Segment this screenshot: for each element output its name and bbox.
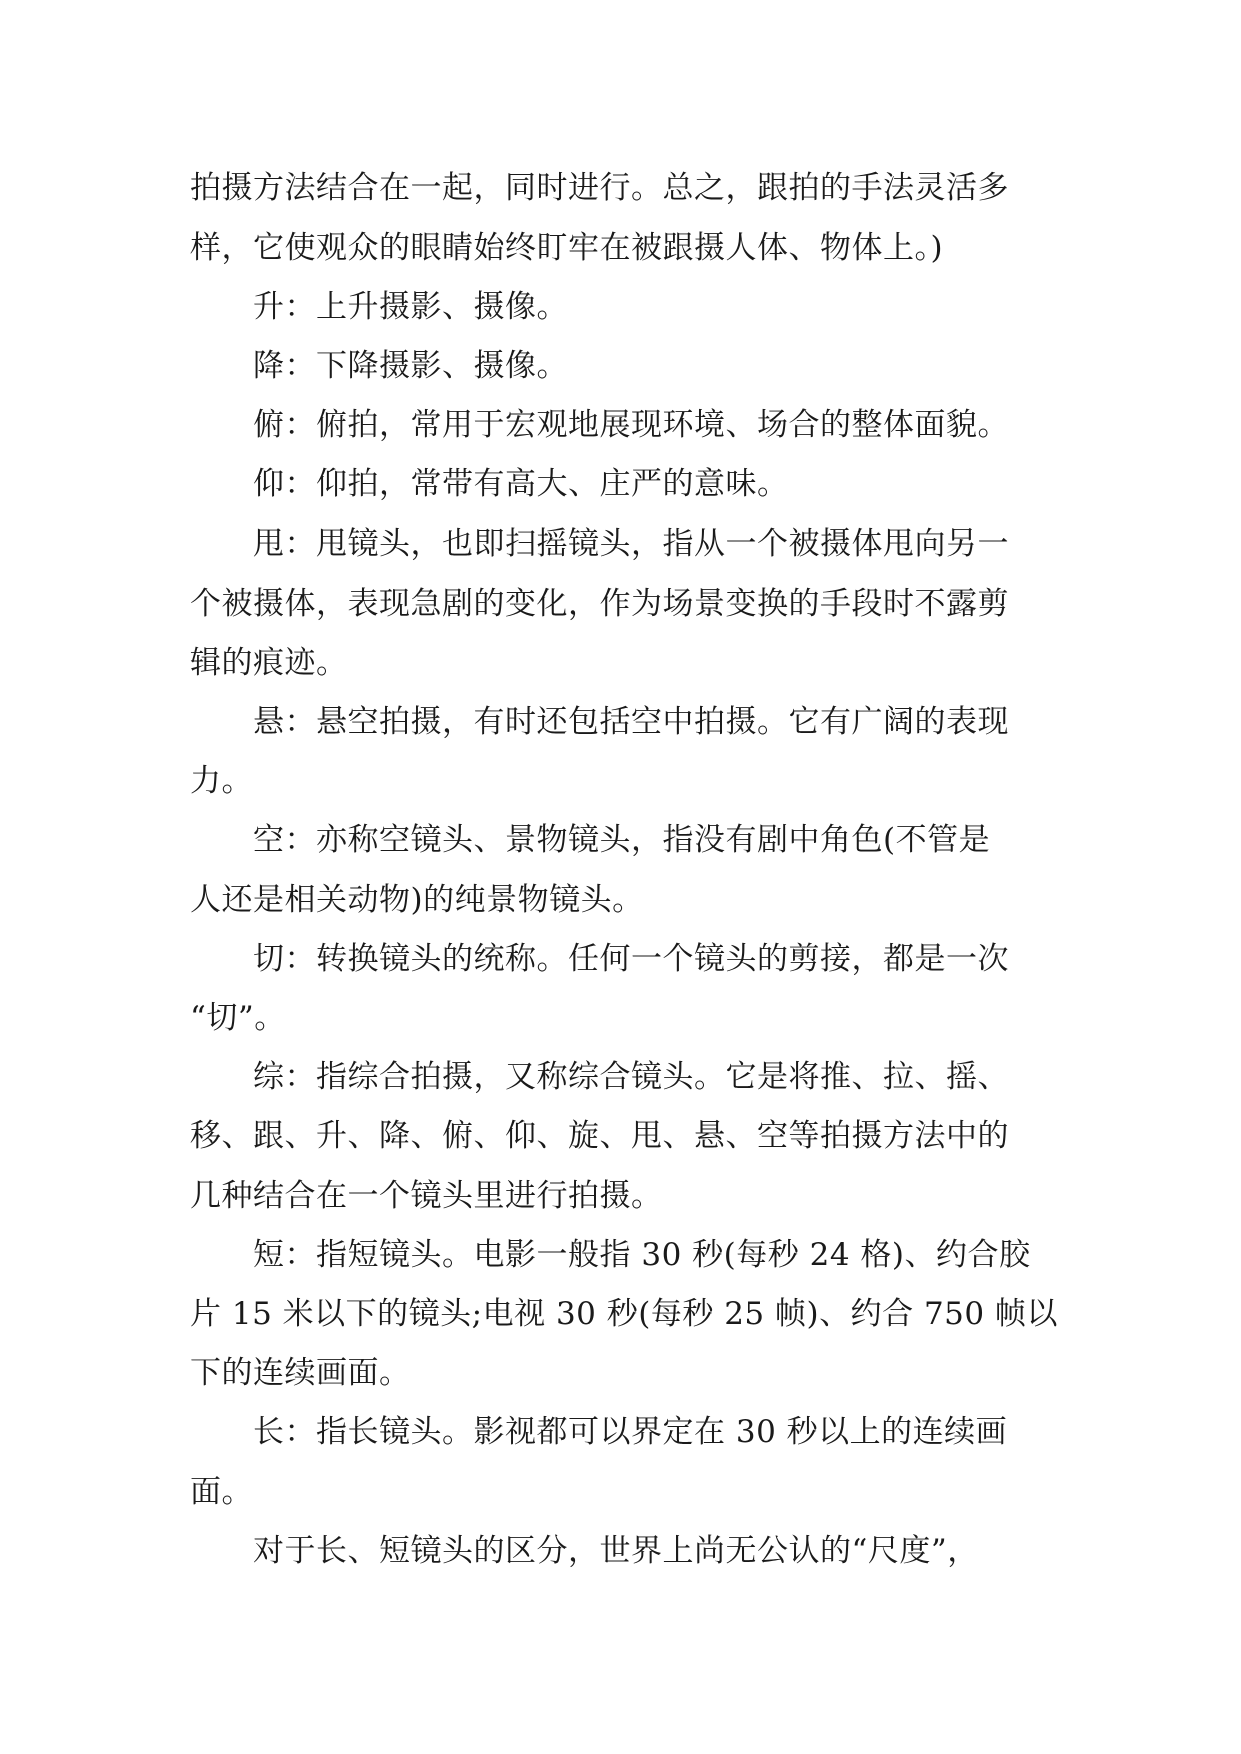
text-line: 移、跟、升、降、俯、仰、旋、甩、悬、空等拍摄方法中的 [190, 1118, 1009, 1154]
text-line: 人还是相关动物)的纯景物镜头。 [190, 882, 644, 918]
text-line: 甩：甩镜头，也即扫摇镜头，指从一个被摄体甩向另一 [253, 526, 1009, 562]
text-line: 面。 [190, 1474, 253, 1510]
text-line: 升：上升摄影、摄像。 [253, 289, 568, 325]
text-line: 悬：悬空拍摄，有时还包括空中拍摄。它有广阔的表现 [253, 704, 1009, 740]
text-line: 空：亦称空镜头、景物镜头，指没有剧中角色(不管是 [253, 822, 991, 858]
text-line: “切”。 [190, 1000, 286, 1036]
text-line: 个被摄体，表现急剧的变化，作为场景变换的手段时不露剪 [190, 586, 1009, 622]
text-line: 综：指综合拍摄，又称综合镜头。它是将推、拉、摇、 [253, 1059, 1009, 1095]
text-line: 样，它使观众的眼睛始终盯牢在被跟摄人体、物体上。) [190, 230, 944, 266]
text-line: 短：指短镜头。电影一般指 30 秒(每秒 24 格)、约合胶 [253, 1237, 1031, 1273]
text-line: 片 15 米以下的镜头;电视 30 秒(每秒 25 帧)、约合 750 帧以 [190, 1296, 1058, 1332]
text-line: 几种结合在一个镜头里进行拍摄。 [190, 1178, 663, 1214]
text-line: 降：下降摄影、摄像。 [253, 348, 568, 384]
text-line: 仰：仰拍，常带有高大、庄严的意味。 [253, 466, 789, 502]
text-line: 力。 [190, 763, 253, 799]
text-line: 下的连续画面。 [190, 1355, 411, 1391]
text-line: 辑的痕迹。 [190, 645, 348, 681]
text-line: 长：指长镜头。影视都可以界定在 30 秒以上的连续画 [253, 1414, 1008, 1450]
text-line: 拍摄方法结合在一起，同时进行。总之，跟拍的手法灵活多 [190, 170, 1009, 206]
text-line: 对于长、短镜头的区分，世界上尚无公认的“尺度”， [253, 1533, 979, 1569]
text-line: 切：转换镜头的统称。任何一个镜头的剪接，都是一次 [253, 941, 1009, 977]
text-line: 俯：俯拍，常用于宏观地展现环境、场合的整体面貌。 [253, 407, 1009, 443]
